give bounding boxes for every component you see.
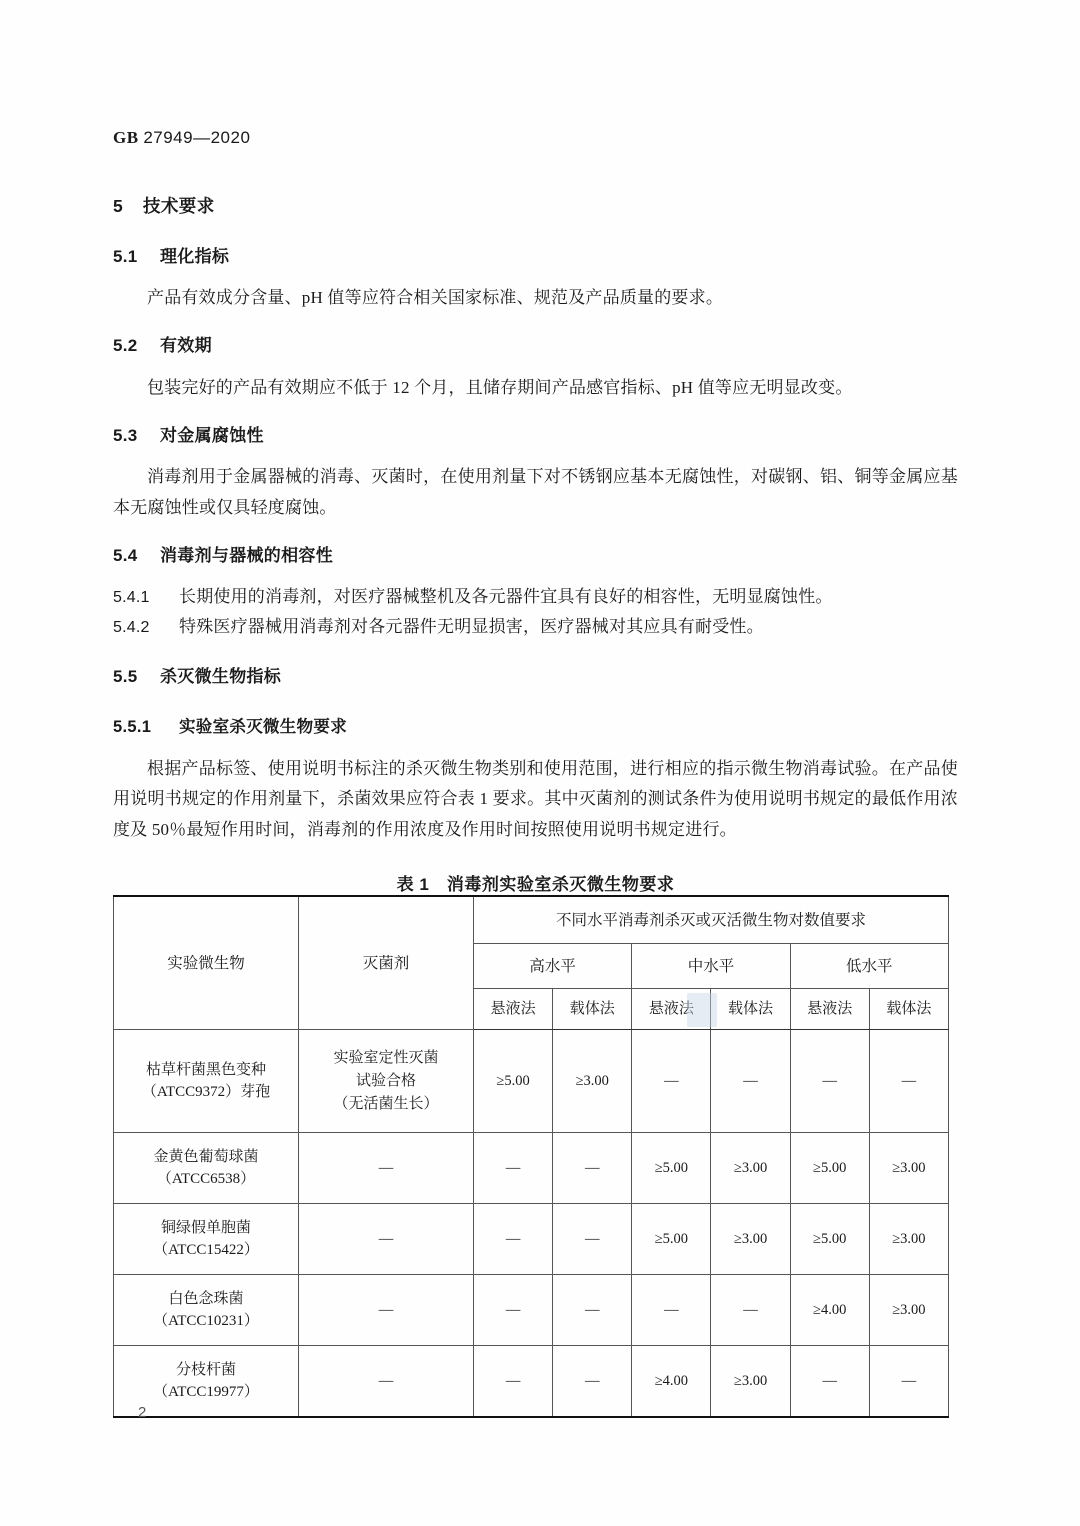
document-content bbox=[113, 196, 958, 1418]
header-cell-level-high: 高水平 bbox=[474, 944, 632, 989]
table-1 bbox=[113, 895, 949, 1418]
cell-value: — bbox=[869, 1346, 948, 1418]
clause-5-number: 5 bbox=[113, 196, 124, 216]
clause-5-5-number: 5.5 bbox=[113, 667, 138, 687]
sterilant-line-1: 实验室定性灭菌 bbox=[333, 1050, 439, 1067]
cell-value: ≥3.00 bbox=[869, 1275, 948, 1346]
clause-5-5-title: 杀灭微生物指标 bbox=[160, 667, 282, 687]
header-cell-method-4: 载体法 bbox=[711, 989, 790, 1030]
clause-5-3-title: 对金属腐蚀性 bbox=[160, 425, 264, 445]
organism-line-1: 金黄色葡萄球菌 bbox=[153, 1148, 259, 1165]
cell-organism bbox=[114, 1275, 299, 1346]
cell-value: — bbox=[553, 1346, 632, 1418]
clause-5-4-2-number: 5.4.2 bbox=[113, 618, 150, 636]
cell-value: — bbox=[790, 1030, 869, 1133]
organism-line-2: （ATCC9372）芽孢 bbox=[141, 1084, 271, 1101]
clause-5-2-heading bbox=[113, 336, 958, 356]
clause-5-1-heading bbox=[113, 247, 958, 267]
table-row bbox=[114, 1133, 949, 1204]
organism-line-2: （ATCC6538） bbox=[156, 1171, 256, 1188]
cell-value: ≥5.00 bbox=[632, 1204, 711, 1275]
header-cell-method-1: 悬液法 bbox=[474, 989, 553, 1030]
clause-5-4-number: 5.4 bbox=[113, 545, 138, 565]
table-row bbox=[114, 1275, 949, 1346]
cell-value: — bbox=[553, 1204, 632, 1275]
clause-5-1-body: 产品有效成分含量、pH 值等应符合相关国家标准、规范及产品质量的要求。 bbox=[147, 288, 724, 308]
organism-line-2: （ATCC15422） bbox=[153, 1242, 259, 1259]
clause-5-4-2-body: 特殊医疗器械用消毒剂对各元器件无明显损害，医疗器械对其应具有耐受性。 bbox=[179, 616, 764, 636]
clause-5-4-1-body: 长期使用的消毒剂，对医疗器械整机及各元器件宜具有良好的相容性，无明显腐蚀性。 bbox=[179, 587, 833, 607]
cell-value: ≥5.00 bbox=[632, 1133, 711, 1204]
cell-value: — bbox=[790, 1346, 869, 1418]
header-cell-sterilant: 灭菌剂 bbox=[299, 896, 474, 1030]
cell-value: — bbox=[632, 1275, 711, 1346]
header-cell-level-medium: 中水平 bbox=[632, 944, 790, 989]
cell-sterilant: — bbox=[299, 1133, 474, 1204]
cell-value: — bbox=[869, 1030, 948, 1133]
cell-value: — bbox=[474, 1346, 553, 1418]
clause-5-2-body: 包装完好的产品有效期应不低于 12 个月，且储存期间产品感官指标、pH 值等应无明显改变。 bbox=[147, 377, 853, 397]
cell-value: — bbox=[711, 1030, 790, 1133]
standard-number: 27949—2020 bbox=[143, 128, 251, 147]
clause-5-2-number: 5.2 bbox=[113, 336, 138, 356]
clause-5-5-1-title: 实验室杀灭微生物要求 bbox=[179, 717, 347, 736]
cell-value: — bbox=[711, 1275, 790, 1346]
organism-line-2: （ATCC19977） bbox=[153, 1384, 259, 1401]
cell-value: ≥3.00 bbox=[869, 1133, 948, 1204]
clause-5-5-1-heading bbox=[113, 718, 958, 738]
clause-5-2-title: 有效期 bbox=[160, 336, 212, 356]
clause-5-4-1-number: 5.4.1 bbox=[113, 589, 150, 607]
cell-value: ≥5.00 bbox=[474, 1030, 553, 1133]
organism-line-1: 白色念珠菌 bbox=[168, 1290, 244, 1307]
clause-5-5-heading bbox=[113, 667, 958, 687]
standard-prefix: GB bbox=[113, 128, 139, 147]
organism-line-1: 分枝杆菌 bbox=[175, 1361, 236, 1378]
cell-organism bbox=[114, 1030, 299, 1133]
organism-line-2: （ATCC10231） bbox=[153, 1313, 259, 1330]
cell-sterilant: — bbox=[299, 1204, 474, 1275]
header-cell-method-6: 载体法 bbox=[869, 989, 948, 1030]
clause-5-3-heading bbox=[113, 426, 958, 446]
header-cell-level-low: 低水平 bbox=[790, 944, 948, 989]
cell-value: — bbox=[632, 1030, 711, 1133]
cell-value: ≥4.00 bbox=[632, 1346, 711, 1418]
clause-5-1-title: 理化指标 bbox=[160, 247, 230, 266]
cell-sterilant bbox=[299, 1030, 474, 1133]
cell-organism bbox=[114, 1133, 299, 1204]
table-1-caption: 表 1 消毒剂实验室杀灭微生物要求 bbox=[396, 875, 675, 895]
running-header bbox=[113, 128, 250, 148]
clause-5-4-title: 消毒剂与器械的相容性 bbox=[160, 545, 333, 565]
header-cell-method-2: 载体法 bbox=[553, 989, 632, 1030]
organism-line-1: 枯草杆菌黑色变种 bbox=[145, 1061, 266, 1078]
table-1-container bbox=[113, 870, 958, 1418]
sterilant-line-2: 试验合格 bbox=[355, 1072, 416, 1089]
page-number: 2 bbox=[138, 1404, 147, 1421]
cell-value: ≥3.00 bbox=[869, 1204, 948, 1275]
cell-organism bbox=[114, 1204, 299, 1275]
clause-5-1-number: 5.1 bbox=[113, 247, 138, 266]
clause-5-5-1-number: 5.5.1 bbox=[113, 717, 152, 736]
cell-value: ≥4.00 bbox=[790, 1275, 869, 1346]
header-cell-organism: 实验微生物 bbox=[114, 896, 299, 1030]
cell-value: — bbox=[474, 1275, 553, 1346]
clause-5-3-number: 5.3 bbox=[113, 425, 138, 445]
cell-value: ≥3.00 bbox=[711, 1346, 790, 1418]
clause-5-5-1-body: 根据产品标签、使用说明书标注的杀灭微生物类别和使用范围，进行相应的指示微生物消毒试验。在产品使用说明书规定的作用剂量下，杀菌效果应符合表 1 要求。其中灭菌剂的测试条件为使用说明书规定的最低作用浓度及 50％最短作用时间，消毒剂的作用浓度及作用时间按照使用说明书规定进行。 bbox=[113, 758, 958, 840]
table-row bbox=[114, 1204, 949, 1275]
header-cell-method-3: 悬液法 bbox=[632, 989, 711, 1030]
clause-5-heading bbox=[113, 196, 958, 217]
cell-value: ≥5.00 bbox=[790, 1133, 869, 1204]
cell-value: ≥5.00 bbox=[790, 1204, 869, 1275]
cell-value: — bbox=[553, 1275, 632, 1346]
clause-5-4-heading bbox=[113, 546, 958, 566]
cell-value: ≥3.00 bbox=[711, 1133, 790, 1204]
table-1-body bbox=[114, 896, 949, 1417]
clause-5-3-body: 消毒剂用于金属器械的消毒、灭菌时，在使用剂量下对不锈钢应基本无腐蚀性，对碳钢、铝、铜等金属应基本无腐蚀性或仅具轻度腐蚀。 bbox=[113, 467, 958, 517]
cell-value: — bbox=[553, 1133, 632, 1204]
table-row bbox=[114, 1346, 949, 1418]
cell-value: — bbox=[474, 1204, 553, 1275]
header-cell-method-5: 悬液法 bbox=[790, 989, 869, 1030]
clause-5-title: 技术要求 bbox=[143, 196, 215, 216]
cell-sterilant: — bbox=[299, 1275, 474, 1346]
clause-5-4-2-item bbox=[113, 612, 958, 642]
sterilant-line-3: （无活菌生长） bbox=[333, 1095, 439, 1112]
cell-sterilant: — bbox=[299, 1346, 474, 1418]
cell-value: ≥3.00 bbox=[711, 1204, 790, 1275]
table-row bbox=[114, 1030, 949, 1133]
table-header-row-group bbox=[114, 896, 949, 944]
organism-line-1: 铜绿假单胞菌 bbox=[160, 1219, 251, 1236]
cell-value: ≥3.00 bbox=[553, 1030, 632, 1133]
header-cell-group-title: 不同水平消毒剂杀灭或灭活微生物对数值要求 bbox=[474, 896, 949, 944]
cell-value: — bbox=[474, 1133, 553, 1204]
clause-5-4-1-item bbox=[113, 582, 958, 612]
